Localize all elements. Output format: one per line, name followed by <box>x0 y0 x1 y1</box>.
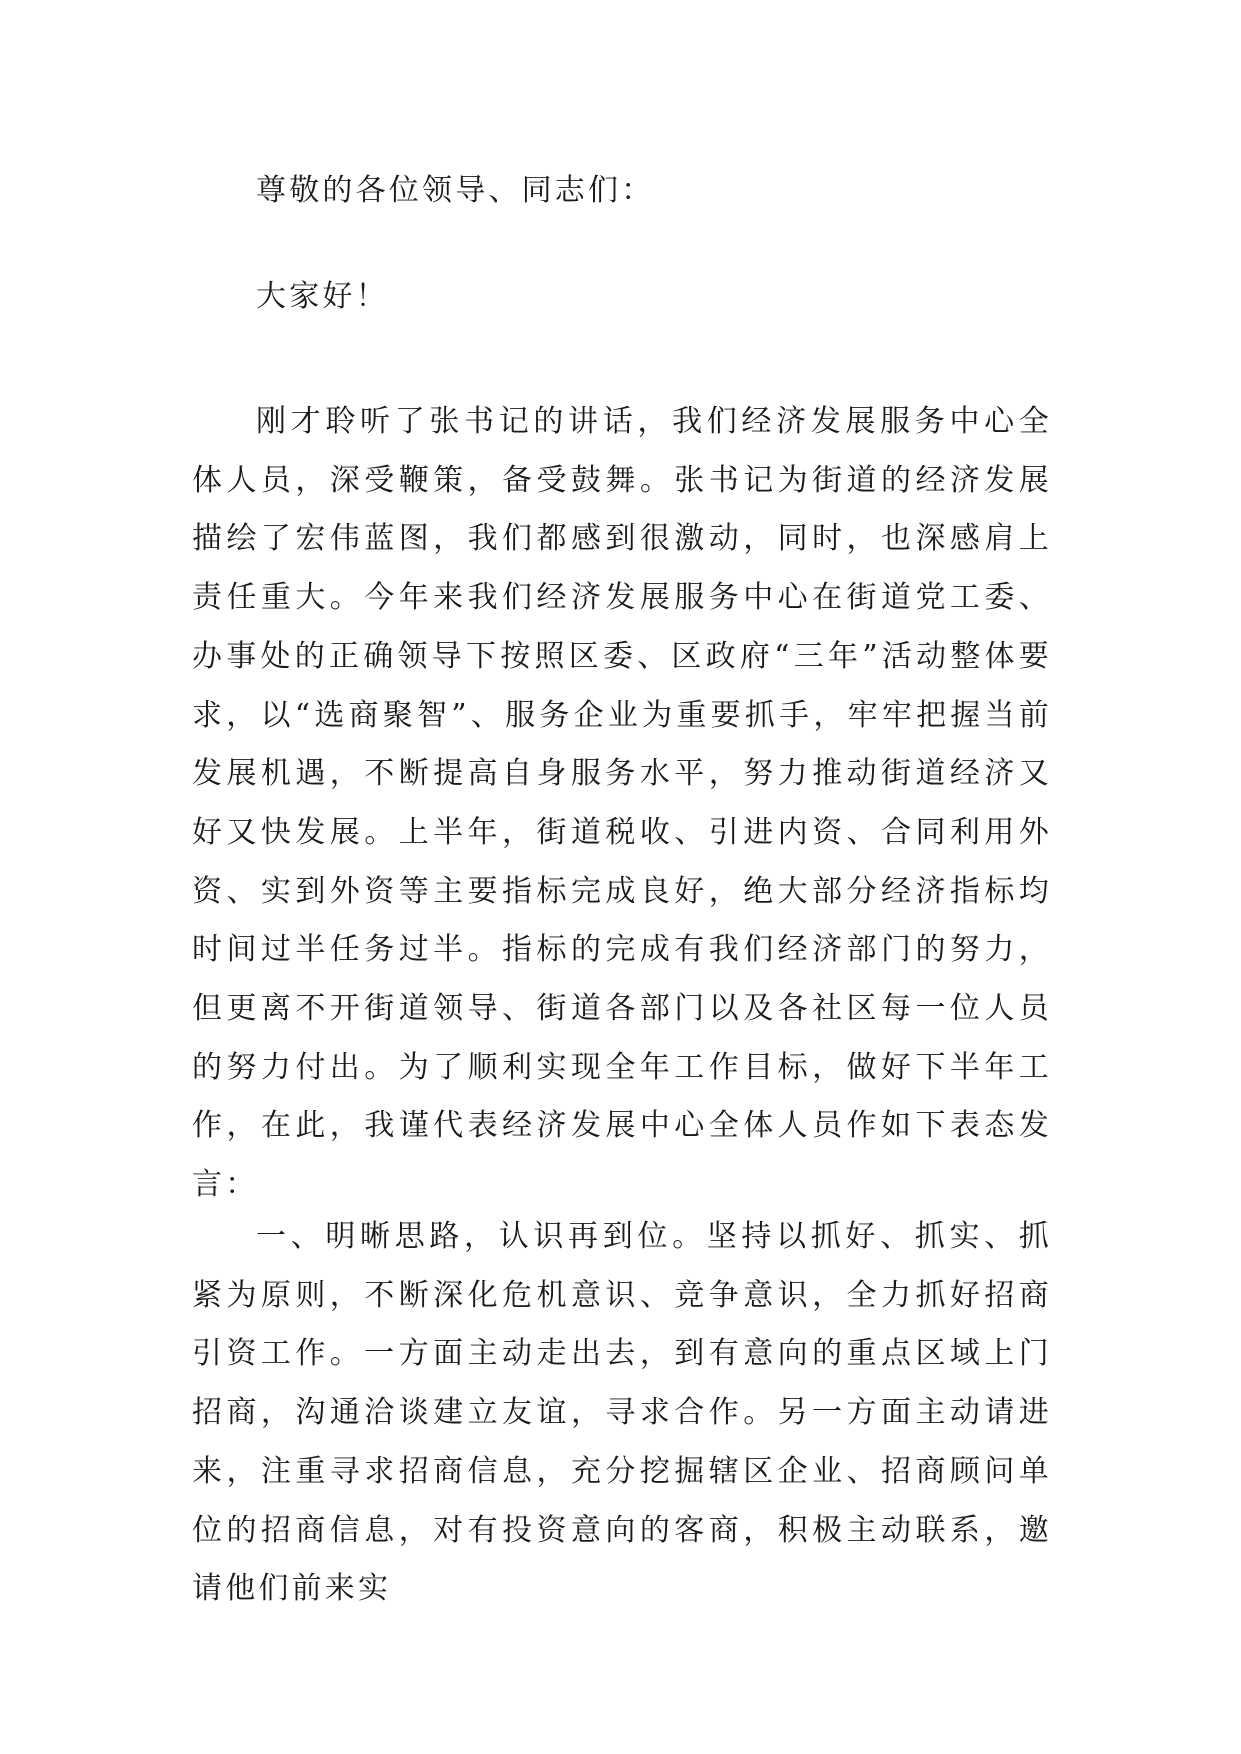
body-paragraph: 刚才聆听了张书记的讲话，我们经济发展服务中心全体人员，深受鞭策，备受鼓舞。张书记为街道的经济发展描绘了宏伟蓝图，我们都感到很激动，同时，也深感肩上责任重大。今年来我们经济发展服务中心在街道党工委、办事处的正确领导下按照区委、区政府“三年”活动整体要求，以“选商聚智”、服务企业为重要抓手，牢牢把握当前发展机遇，不断提高自身服务水平，努力推动街道经济又好又快发展。上半年，街道税收、引进内资、合同利用外资、实到外资等主要指标完成良好，绝大部分经济指标均时间过半任务过半。指标的完成有我们经济部门的努力，但更离不开街道领导、街道各部门以及各社区每一位人员的努力付出。为了顺利实现全年工作目标，做好下半年工作，在此，我谨代表经济发展中心全体人员作如下表态发言： <box>192 404 1052 1203</box>
paragraph-block-1 <box>192 393 1052 1215</box>
hello-block <box>192 268 1052 327</box>
salutation-block <box>192 162 1052 221</box>
paragraph-block-2 <box>192 1208 1052 1619</box>
hello-line: 大家好！ <box>256 279 389 314</box>
body-paragraph: 一、明晰思路，认识再到位。坚持以抓好、抓实、抓紧为原则，不断深化危机意识、竞争意识，全力抓好招商引资工作。一方面主动走出去，到有意向的重点区域上门招商，沟通洽谈建立友谊，寻求合作。另一方面主动请进来，注重寻求招商信息，充分挖掘辖区企业、招商顾问单位的招商信息，对有投资意向的客商，积极主动联系，邀请他们前来实 <box>192 1219 1052 1607</box>
salutation: 尊敬的各位领导、同志们： <box>256 173 655 208</box>
